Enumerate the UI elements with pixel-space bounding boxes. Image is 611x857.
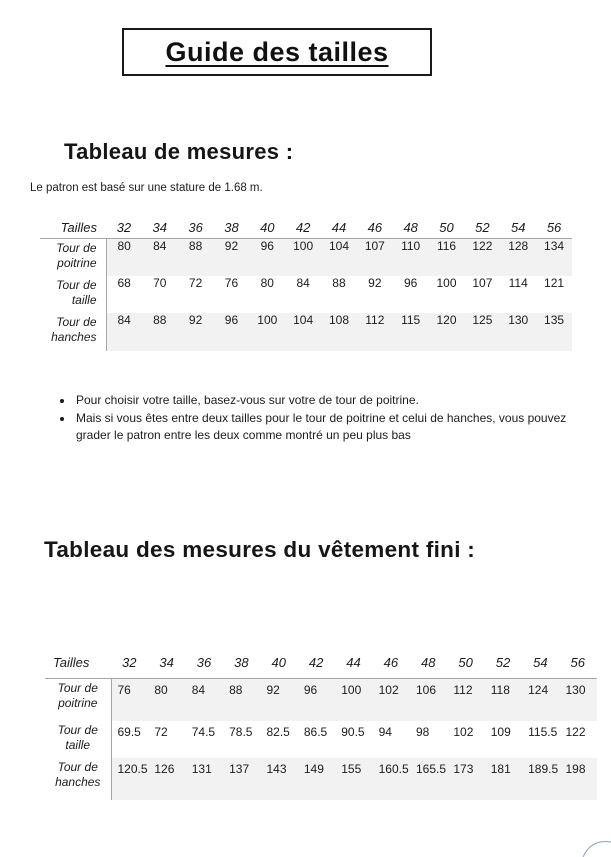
table-row: [40, 276, 572, 313]
measurement-value-cell: 102: [453, 725, 474, 739]
measurement-value-cell: 120: [429, 313, 465, 351]
size-header-cell: 52: [485, 648, 522, 678]
row-label: Tour de taille: [45, 721, 111, 758]
measurement-value-cell: 80: [148, 678, 185, 721]
measurement-value-cell: 69.5: [117, 725, 141, 739]
measurement-value-cell: 131: [186, 758, 223, 800]
table-row: [45, 758, 597, 800]
table-row: [40, 313, 572, 351]
size-header-cell: 32: [111, 648, 148, 678]
row-label: Tour de poitrine: [40, 238, 106, 276]
size-header-cell: 52: [464, 217, 500, 238]
measurement-value-cell: 118: [485, 678, 522, 721]
size-header-cell: 44: [321, 217, 357, 238]
measurement-value-cell: 84: [142, 238, 178, 276]
row-label: Tour de poitrine: [45, 678, 111, 721]
measurement-value-cell: 124: [522, 678, 559, 721]
decorative-arc: [580, 838, 611, 857]
size-header-cell: 50: [429, 217, 465, 238]
measurement-value-cell: 86.5: [303, 725, 328, 739]
measurement-value-cell: 100: [285, 238, 321, 276]
measurement-value-cell: 94: [378, 725, 392, 739]
title-box: [122, 28, 432, 76]
measurement-value-cell: 72: [154, 725, 168, 739]
measurement-value-cell: 84: [106, 313, 142, 351]
measurement-value-cell: 102: [373, 678, 410, 721]
measurement-value-cell: 126: [148, 758, 185, 800]
measurement-value-cell: 109: [490, 725, 511, 739]
row-label: Tour de hanches: [40, 313, 106, 351]
measurement-value-cell: 137: [223, 758, 260, 800]
measurement-value-cell: 96: [403, 275, 418, 290]
measurement-value-cell: 82.5: [266, 725, 290, 739]
measurement-value-cell: 160.5: [373, 758, 410, 800]
measurement-value-cell: 92: [178, 313, 214, 351]
measurement-value-cell: 100: [335, 678, 372, 721]
size-header-cell: 48: [393, 217, 429, 238]
size-header-cell: 36: [178, 217, 214, 238]
measurement-value-cell: 115.5: [528, 725, 558, 739]
measurement-value-cell: 112: [447, 678, 484, 721]
measurement-value-cell: 100: [249, 313, 285, 351]
measurement-value-cell: 189.5: [522, 758, 559, 800]
measurement-value-cell: 88: [223, 678, 260, 721]
measurement-value-cell: 115: [393, 313, 429, 351]
sizes-header-label: Tailles: [40, 217, 106, 238]
measurement-value-cell: 122: [565, 725, 586, 739]
size-header-cell: 50: [447, 648, 484, 678]
body-measurements-table: [40, 217, 572, 351]
measurement-value-cell: 104: [285, 313, 321, 351]
measurement-value-cell: 80: [260, 275, 274, 290]
measurement-value-cell: 108: [321, 313, 357, 351]
size-header-cell: 46: [373, 648, 410, 678]
measurement-value-cell: 116: [429, 238, 465, 276]
size-header-cell: 44: [335, 648, 372, 678]
size-header-cell: 56: [560, 648, 598, 678]
measurement-value-cell: 173: [447, 758, 484, 800]
measurement-value-cell: 107: [472, 275, 493, 290]
measurement-value-cell: 68: [117, 275, 131, 290]
measurement-value-cell: 128: [500, 238, 536, 276]
measurement-value-cell: 96: [249, 238, 285, 276]
measurement-value-cell: 92: [368, 275, 382, 290]
sizing-note-item: • Mais si vous êtes entre deux tailles pour le tour de poitrine et celui de hanches, vous pouvez grader le patron entre les deux comme montré un peu plus bas: [74, 410, 579, 445]
measurement-value-cell: 130: [500, 313, 536, 351]
size-header-cell: 42: [285, 217, 321, 238]
table-row: [40, 238, 572, 276]
measurement-value-cell: 134: [536, 238, 572, 276]
measurement-value-cell: 107: [357, 238, 393, 276]
measurement-value-cell: 90.5: [341, 725, 365, 739]
measurement-value-cell: 100: [436, 275, 457, 290]
measurement-value-cell: 92: [214, 238, 250, 276]
measurement-value-cell: 121: [544, 275, 565, 290]
sizing-note-item: • Pour choisir votre taille, basez-vous sur votre de tour de poitrine.: [74, 392, 579, 410]
table-row: [45, 678, 597, 721]
measurement-value-cell: 78.5: [229, 725, 253, 739]
measurement-value-cell: 149: [298, 758, 335, 800]
size-header-cell: 40: [249, 217, 285, 238]
measurement-value-cell: 88: [142, 313, 178, 351]
measurement-value-cell: 143: [261, 758, 298, 800]
row-label: Tour de hanches: [45, 758, 111, 800]
size-header-cell: 42: [298, 648, 335, 678]
stature-note: Le patron est basé sur une stature de 1.68 m.: [30, 182, 263, 194]
measurement-value-cell: 76: [224, 275, 239, 290]
measurement-value-cell: 125: [464, 313, 500, 351]
measurement-value-cell: 155: [335, 758, 372, 800]
size-header-cell: 34: [142, 217, 178, 238]
sizing-notes-list: [42, 392, 579, 445]
size-header-cell: 56: [536, 217, 572, 238]
measurement-value-cell: 165.5: [410, 758, 447, 800]
measurement-value-cell: 76: [111, 678, 148, 721]
measurement-value-cell: 104: [321, 238, 357, 276]
measurement-value-cell: 84: [186, 678, 223, 721]
measurement-value-cell: 96: [298, 678, 335, 721]
measurement-value-cell: 96: [214, 313, 250, 351]
table-header-row: [45, 648, 597, 678]
measurement-value-cell: 98: [416, 725, 430, 739]
measurement-value-cell: 114: [508, 275, 528, 290]
measurement-value-cell: 106: [410, 678, 447, 721]
finished-garment-table: [45, 648, 597, 800]
size-header-cell: 48: [410, 648, 447, 678]
measurement-value-cell: 72: [188, 275, 203, 290]
measurement-value-cell: 88: [332, 275, 346, 290]
measurement-value-cell: 84: [296, 275, 310, 290]
section-heading-measurements: Tableau de mesures :: [64, 139, 294, 164]
size-header-cell: 36: [186, 648, 223, 678]
measurement-value-cell: 181: [485, 758, 522, 800]
table-header-row: [40, 217, 572, 238]
measurement-value-cell: 198: [560, 758, 598, 800]
size-header-cell: 34: [148, 648, 185, 678]
page-title: Guide des tailles: [165, 36, 389, 67]
size-header-cell: 54: [500, 217, 536, 238]
measurement-value-cell: 122: [464, 238, 500, 276]
size-header-cell: 46: [357, 217, 393, 238]
table-row: [45, 721, 597, 758]
measurement-value-cell: 135: [536, 313, 572, 351]
measurement-value-cell: 92: [261, 678, 298, 721]
row-label: Tour de taille: [40, 276, 106, 313]
measurement-value-cell: 88: [178, 238, 214, 276]
size-header-cell: 40: [261, 648, 298, 678]
measurement-value-cell: 74.5: [191, 725, 216, 739]
measurement-value-cell: 130: [560, 678, 598, 721]
size-header-cell: 38: [214, 217, 250, 238]
arc-path: [583, 842, 611, 857]
section-heading-finished-garment: Tableau des mesures du vêtement fini :: [44, 537, 476, 562]
measurement-value-cell: 70: [153, 275, 167, 290]
measurement-value-cell: 110: [393, 238, 429, 276]
measurement-value-cell: 112: [357, 313, 393, 351]
size-header-cell: 32: [106, 217, 142, 238]
measurement-value-cell: 80: [106, 238, 142, 276]
sizes-header-label: Tailles: [45, 648, 111, 678]
measurement-value-cell: 120.5: [111, 758, 148, 800]
size-header-cell: 38: [223, 648, 260, 678]
size-header-cell: 54: [522, 648, 559, 678]
